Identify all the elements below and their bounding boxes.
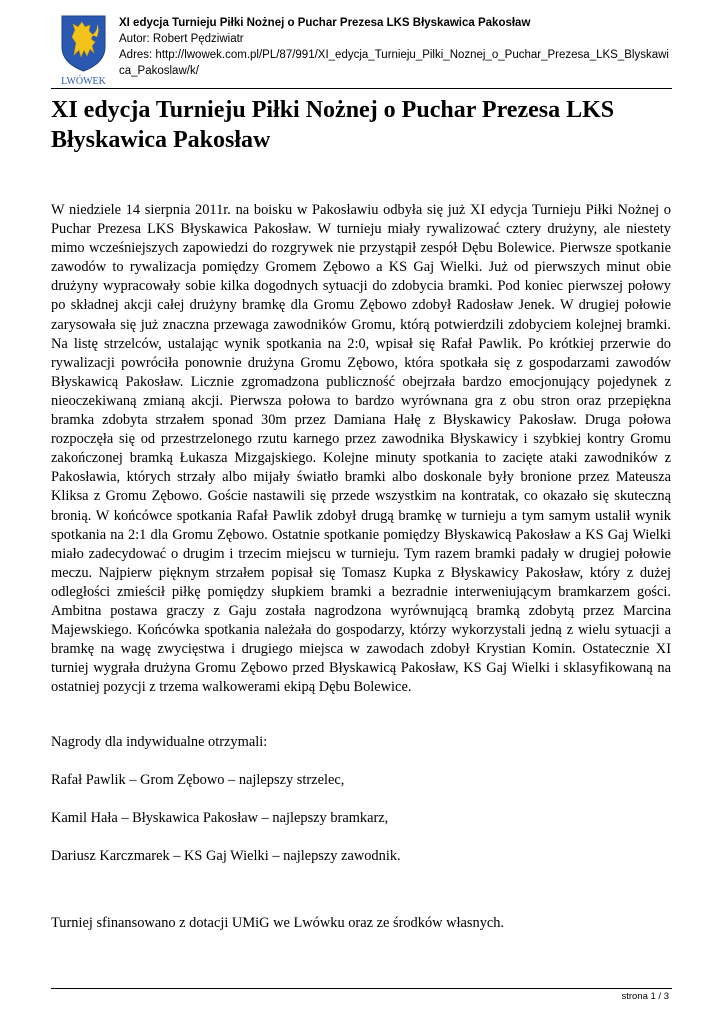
header-address[interactable]: Adres: http://lwowek.com.pl/PL/87/991/XI_edycja_Turnieju_Pilki_Noznej_o_Puchar_Prezesa_LKS_Blyskawica_Pakoslaw/k/ xyxy=(119,49,669,77)
awards-section xyxy=(51,733,671,885)
award-item: Kamil Hała – Błyskawica Pakosław – najlepszy bramkarz, xyxy=(51,810,389,826)
article-content xyxy=(51,201,671,697)
funding-note: Turniej sfinansowano z dotacji UMiG we Lwówku oraz ze środków własnych. xyxy=(51,915,505,931)
awards-intro: Nagrody dla indywidualne otrzymali: xyxy=(51,734,268,750)
award-item: Rafał Pawlik – Grom Zębowo – najlepszy strzelec, xyxy=(51,772,345,788)
award-item: Dariusz Karczmarek – KS Gaj Wielki – najlepszy zawodnik. xyxy=(51,848,401,864)
page-number: strona 1 / 3 xyxy=(621,991,669,1002)
logo-text: LWÓWEK xyxy=(61,76,106,87)
header-text-block xyxy=(119,15,672,79)
article-title: XI edycja Turnieju Piłki Nożnej o Puchar Prezesa LKS Błyskawica Pakosław xyxy=(51,97,615,153)
article-body: W niedziele 14 sierpnia 2011r. na boisku w Pakosławiu odbyła się już XI edycja Turnieju Piłki Nożnej o Puchar Prezesa LKS Błyskawica Pakosław. W turnieju miały rywalizować cztery drużyny, ale niestety mimo wcześniejszych zapowiedzi do rozgrywek nie przystąpił zespół Dębu Bolewice. Pierwsze spotkanie zawodów to rywalizacja pomiędzy Gromem Zębowo a KS Gaj Wielki. Już od pierwszych minut obie drużyny wypracowały sobie kilka dogodnych sytuacji do zdobycia bramki. Pod koniec pierwszej połowy po składnej akcji całej drużyny bramkę dla Gromu Zębowo zdobył Radosław Jenek. W drugiej połowie zarysowała się już znaczna przewaga zawodników Gromu, którą potwierdzili zdobyciem kolejnej bramki. Na listę strzelców, ustalając wynik spotkania na 2:0, wpisał się Rafał Pawlik. Po krótkiej przerwie do rywalizacji powróciła ponownie drużyna Gromu Zębowo, która spotkała się z gospodarzami zawodów Błyskawicą Pakosław. Licznie zgromadzona publiczność obejrzała bardzo emocjonujący pojedynek z nieoczekiwaną zmianą akcji. Pierwsza połowa to bardzo wyrównana gra z obu stron oraz przepiękna bramka zdobyta strzałem sponad 30m przez Damiana Hałę z Błyskawicy Pakosław. Druga połowa rozpoczęła się od przestrzelonego rzutu karnego przez zawodnika Błyskawicy i szybkiej kontry Gromu zakończonej bramką Łukasza Mizgajskiego. Kolejne minuty spotkania to zacięte ataki zawodników z Pakosławia, których strzały albo mijały światło bramki albo doskonale były bronione przez Mateusza Kliksa z Gromu Zębowo. Goście nastawili się przede wszystkim na kontratak, co okazało się skuteczną bronią. W końcówce spotkania Rafał Pawlik zdobył drugą bramkę w turnieju a tym samym ustalił wynik spotkania na 2:1 dla Gromu Zębowo. Ostatnie spotkanie pomiędzy Błyskawicą Pakosław a KS Gaj Wielki miało zadecydować o drugim i trzecim miejscu w turnieju. Tym razem bramki padały w drugiej połowie meczu. Najpierw pięknym strzałem popisał się Tomasz Kupka z Błyskawicy Pakosław, który z dużej odległości zmieścił piłkę pomiędzy słupkiem bramki a bezradnie interweniującym bramkarzem gości. Ambitna postawa graczy z Gaju została nagrodzona wyrównującą bramką zdobytą przez Marcina Majewskiego. Końcówka spotkania należała do gospodarzy, którzy wykorzystali jedną z wielu sytuacji a bramkę na wagę zwycięstwa i drugiego miejsca w zawodach zdobył Krystian Komin. Ostatecznie XI turniej wygrała drużyna Gromu Zębowo przed Błyskawicą Pakosław, KS Gaj Wielki i sklasyfikowaną na ostatniej pozycji z trzema walkowerami ekipą Dębu Bolewice. xyxy=(51,202,671,696)
header-author: Autor: Robert Pędziwiatr xyxy=(119,33,244,45)
footer-divider xyxy=(51,988,672,989)
header-title: XI edycja Turnieju Piłki Nożnej o Puchar Prezesa LKS Błyskawica Pakosław xyxy=(119,17,531,29)
document-header xyxy=(51,10,672,89)
coat-of-arms-lion-icon xyxy=(56,13,111,87)
